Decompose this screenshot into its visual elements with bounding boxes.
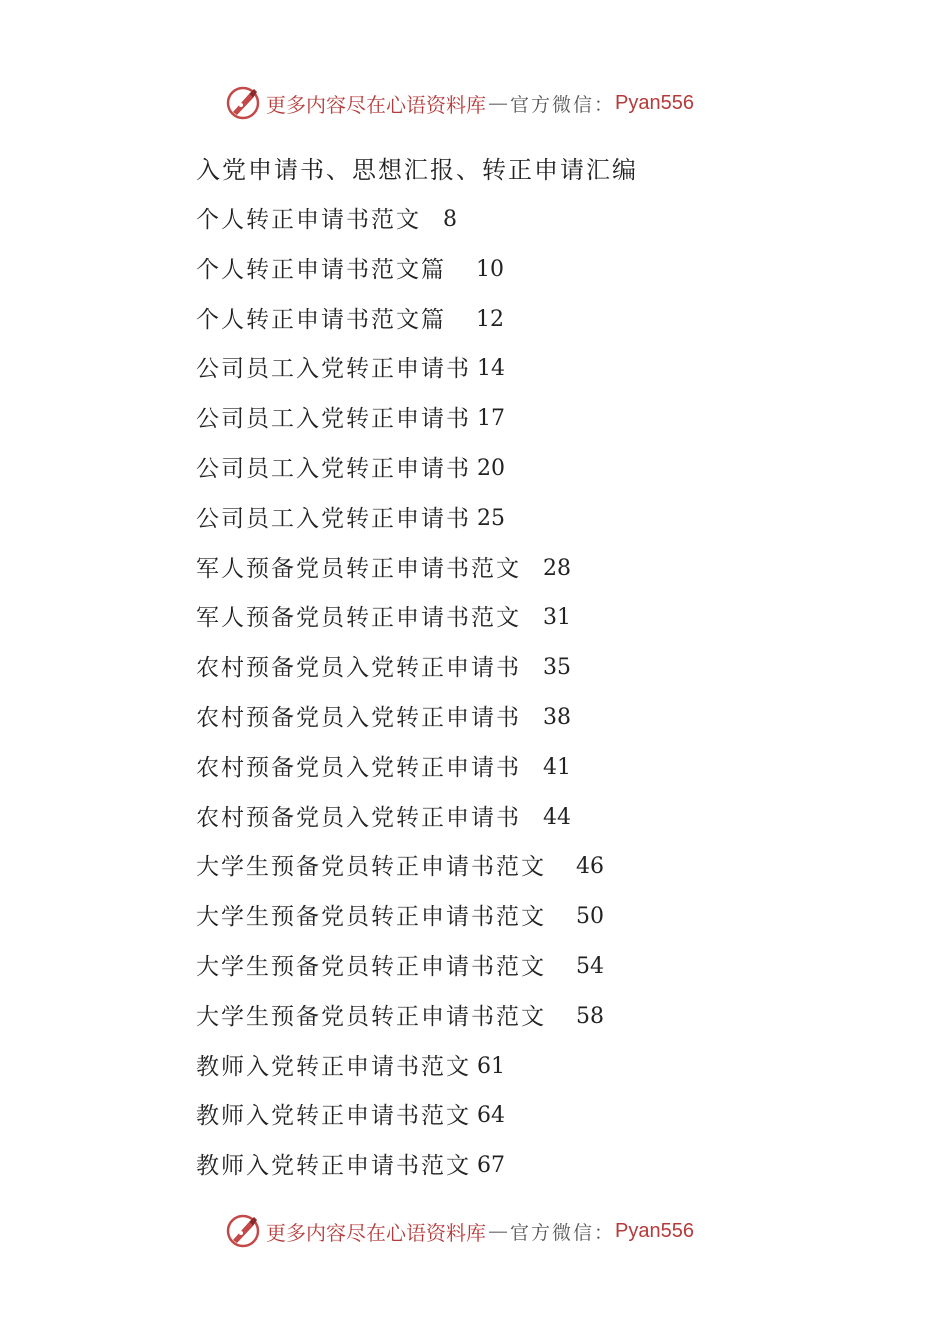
toc-entry: [196, 552, 604, 602]
toc-entry: [196, 751, 604, 801]
toc-entry-page: 61: [477, 1053, 505, 1079]
toc-entry-page: 35: [543, 655, 571, 681]
toc-entry: [196, 203, 604, 253]
toc-entry-page: 8: [443, 207, 457, 232]
toc-entry-page: 28: [543, 555, 571, 581]
toc-entry-page: 41: [543, 754, 571, 780]
toc-entry: [196, 801, 604, 851]
toc-entry-title: 个人转正申请书范文: [196, 207, 421, 233]
toc-entry-title: 农村预备党员入党转正申请书: [196, 754, 521, 781]
toc-entry-title: 农村预备党员入党转正申请书: [196, 804, 521, 831]
toc-entry-page: 46: [576, 854, 604, 880]
banner-wechat-id: Pyan556: [615, 1219, 694, 1242]
toc-entry-page: 54: [576, 953, 604, 979]
pen-nib-logo-icon: [224, 84, 262, 122]
toc-entry-title: 农村预备党员入党转正申请书: [196, 704, 521, 731]
toc-entry: [196, 502, 604, 552]
toc-entry-title: 公司员工入党转正申请书: [196, 356, 471, 383]
toc-entry: [196, 303, 604, 353]
toc-entry-title: 教师入党转正申请书范文: [196, 1053, 471, 1080]
toc-entry-title: 农村预备党员入党转正申请书: [196, 655, 521, 682]
table-of-contents: [196, 203, 604, 1199]
banner-wechat-label: 官方微信：: [510, 93, 616, 116]
banner-text: 更多内容尽在心语资料库: [266, 1220, 486, 1245]
toc-entry: [196, 1149, 604, 1199]
toc-entry: [196, 402, 604, 452]
toc-entry-page: 17: [477, 406, 505, 432]
banner-text: 更多内容尽在心语资料库: [266, 92, 486, 117]
pen-nib-logo-icon: [224, 1212, 262, 1250]
toc-entry-title: 个人转正申请书范文篇: [196, 256, 446, 283]
toc-entry-page: 38: [543, 704, 571, 730]
header-banner: [224, 83, 694, 123]
toc-entry-title: 大学生预备党员转正申请书范文: [196, 1003, 546, 1030]
toc-entry-page: 14: [477, 356, 505, 382]
toc-entry: [196, 850, 604, 900]
toc-entry-page: 50: [576, 904, 604, 930]
banner-dash: —: [488, 91, 508, 115]
toc-entry-page: 10: [476, 256, 504, 282]
toc-entry: [196, 701, 604, 751]
toc-entry-page: 25: [477, 505, 505, 531]
toc-entry-page: 64: [477, 1103, 505, 1129]
toc-entry: [196, 651, 604, 701]
toc-entry-page: 44: [543, 804, 571, 830]
toc-entry-title: 大学生预备党员转正申请书范文: [196, 904, 546, 931]
toc-entry-title: 公司员工入党转正申请书: [196, 406, 471, 433]
toc-entry-page: 58: [576, 1003, 604, 1029]
toc-entry-title: 军人预备党员转正申请书范文: [196, 605, 521, 632]
toc-entry: [196, 1000, 604, 1050]
toc-entry: [196, 1050, 604, 1100]
toc-entry-title: 公司员工入党转正申请书: [196, 505, 471, 532]
toc-entry-page: 12: [476, 306, 504, 332]
toc-entry: [196, 253, 604, 303]
toc-entry-title: 个人转正申请书范文篇: [196, 306, 446, 333]
toc-entry-title: 军人预备党员转正申请书范文: [196, 555, 521, 582]
toc-entry: [196, 950, 604, 1000]
toc-entry-page: 67: [477, 1153, 505, 1179]
banner-wechat-id: Pyan556: [615, 91, 694, 114]
toc-entry: [196, 1099, 604, 1149]
toc-entry-title: 大学生预备党员转正申请书范文: [196, 854, 546, 881]
toc-entry-page: 31: [543, 605, 571, 631]
toc-entry-title: 教师入党转正申请书范文: [196, 1153, 471, 1180]
banner-dash: —: [488, 1219, 508, 1243]
footer-banner: [224, 1211, 694, 1251]
toc-entry-title: 公司员工入党转正申请书: [196, 455, 471, 482]
toc-entry-title: 大学生预备党员转正申请书范文: [196, 953, 546, 980]
toc-entry: [196, 900, 604, 950]
toc-entry: [196, 452, 604, 502]
banner-wechat-label: 官方微信：: [510, 1221, 616, 1244]
toc-entry: [196, 352, 604, 402]
toc-entry: [196, 601, 604, 651]
toc-entry-page: 20: [477, 455, 505, 481]
toc-entry-title: 教师入党转正申请书范文: [196, 1103, 471, 1130]
document-title: 入党申请书、思想汇报、转正申请汇编: [196, 156, 638, 184]
